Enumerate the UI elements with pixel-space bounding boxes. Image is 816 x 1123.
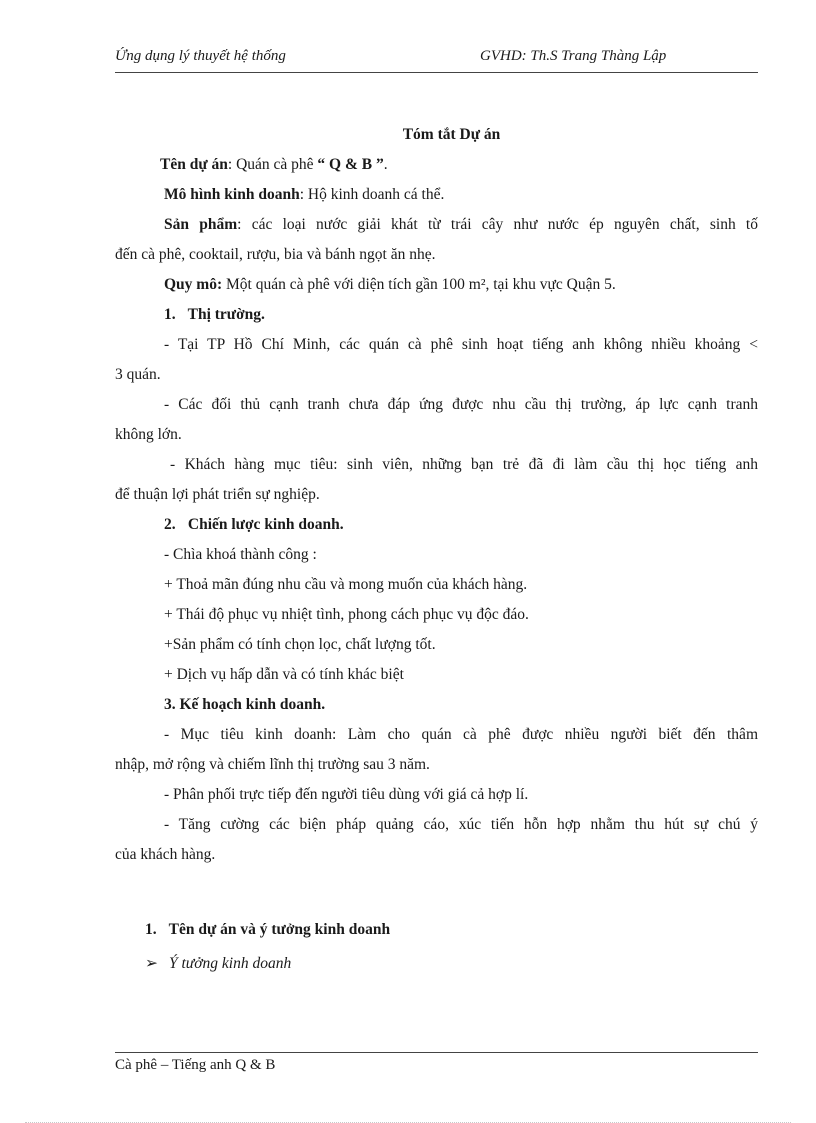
business-model-text: : Hộ kinh doanh cá thể. [299,186,445,203]
page-footer [115,1052,758,1074]
product-label: Sản phẩm [164,216,238,233]
strategy-item: + Thái độ phục vụ nhiệt tình, phong cách phục vụ độc đáo. [164,606,529,623]
strategy-heading [115,510,758,540]
market-p3-line-1: - Khách hàng mục tiêu: sinh viên, những bạn trẻ đã đi làm cầu thị học tiếng anh [170,456,758,473]
business-model-label: Mô hình kinh doanh [164,186,300,203]
market-p2-line-1: - Các đối thủ cạnh tranh chưa đáp ứng được nhu cầu thị trường, áp lực cạnh tranh [164,396,758,413]
page-header [115,48,758,73]
strategy-intro: - Chìa khoá thành công : [164,546,317,563]
footer-text: Cà phê – Tiếng anh Q & B [115,1057,276,1073]
product-line-1 [115,210,758,240]
scale-text: Một quán cà phê với diện tích gần 100 m², tại khu vực Quận 5. [222,276,616,293]
business-model-line [115,180,758,210]
summary-title: Tóm tắt Dự án [402,126,501,143]
idea-heading [115,915,758,945]
strategy-item: + Thoả mãn đúng nhu cầu và mong muốn của khách hàng. [164,576,528,593]
market-number: 1. [164,306,176,323]
strategy-number: 2. [164,516,176,533]
market-title: Thị trường. [187,306,265,323]
plan-p3-line-2: của khách hàng. [115,846,216,863]
market-heading [115,300,758,330]
plan-p2: - Phân phối trực tiếp đến người tiêu dùng với giá cả hợp lí. [164,786,529,803]
idea-number: 1. [145,921,157,938]
plan-p3-line-1: - Tăng cường các biện pháp quảng cáo, xúc tiến hỗn hợp nhằm thu hút sự chú ý [164,816,758,833]
market-p3-line-2: để thuận lợi phát triển sự nghiệp. [115,486,320,503]
idea-title: Tên dự án và ý tưởng kinh doanh [168,921,391,938]
plan-p1-line-2: nhập, mở rộng và chiếm lĩnh thị trường sau 3 năm. [115,756,430,773]
strategy-item: +Sản phẩm có tính chọn lọc, chất lượng tốt. [164,636,436,653]
project-name-label: Tên dự án [160,156,228,173]
idea-subheading [115,945,758,983]
market-p1-line-1: - Tại TP Hồ Chí Minh, các quán cà phê sinh hoạt tiếng anh không nhiều khoảng < [164,336,758,353]
header-left-text: Ứng dụng lý thuyết hệ thống [115,48,286,64]
scale-label: Quy mô: [164,276,223,293]
strategy-item: + Dịch vụ hấp dẫn và có tính khác biệt [164,666,404,683]
product-line-2: đến cà phê, cooktail, rượu, bia và bánh ngọt ăn nhẹ. [115,246,436,263]
project-name-end: . [383,156,388,173]
project-name-line [115,150,758,180]
plan-p1-line-1: - Mục tiêu kinh doanh: Làm cho quán cà phê được nhiều người biết đến thâm [164,726,758,743]
plan-heading: 3. Kế hoạch kinh doanh. [164,696,326,713]
project-name-text: : Quán cà phê [227,156,318,173]
product-text-1: : các loại nước giải khát từ trái cây như nước ép nguyên chất, sinh tố [237,216,758,233]
market-p1-line-2: 3 quán. [115,366,161,383]
strategy-title: Chiến lược kinh doanh. [187,516,344,533]
document-body [115,120,758,983]
market-p2-line-2: không lớn. [115,426,182,443]
header-right-text: GVHD: Th.S Trang Thàng Lập [480,48,667,64]
scale-line [115,270,758,300]
project-name-value: “ Q & B ” [317,156,384,173]
idea-subtitle: Ý tưởng kinh doanh [169,955,292,972]
arrow-bullet-icon: ➢ [145,955,158,972]
